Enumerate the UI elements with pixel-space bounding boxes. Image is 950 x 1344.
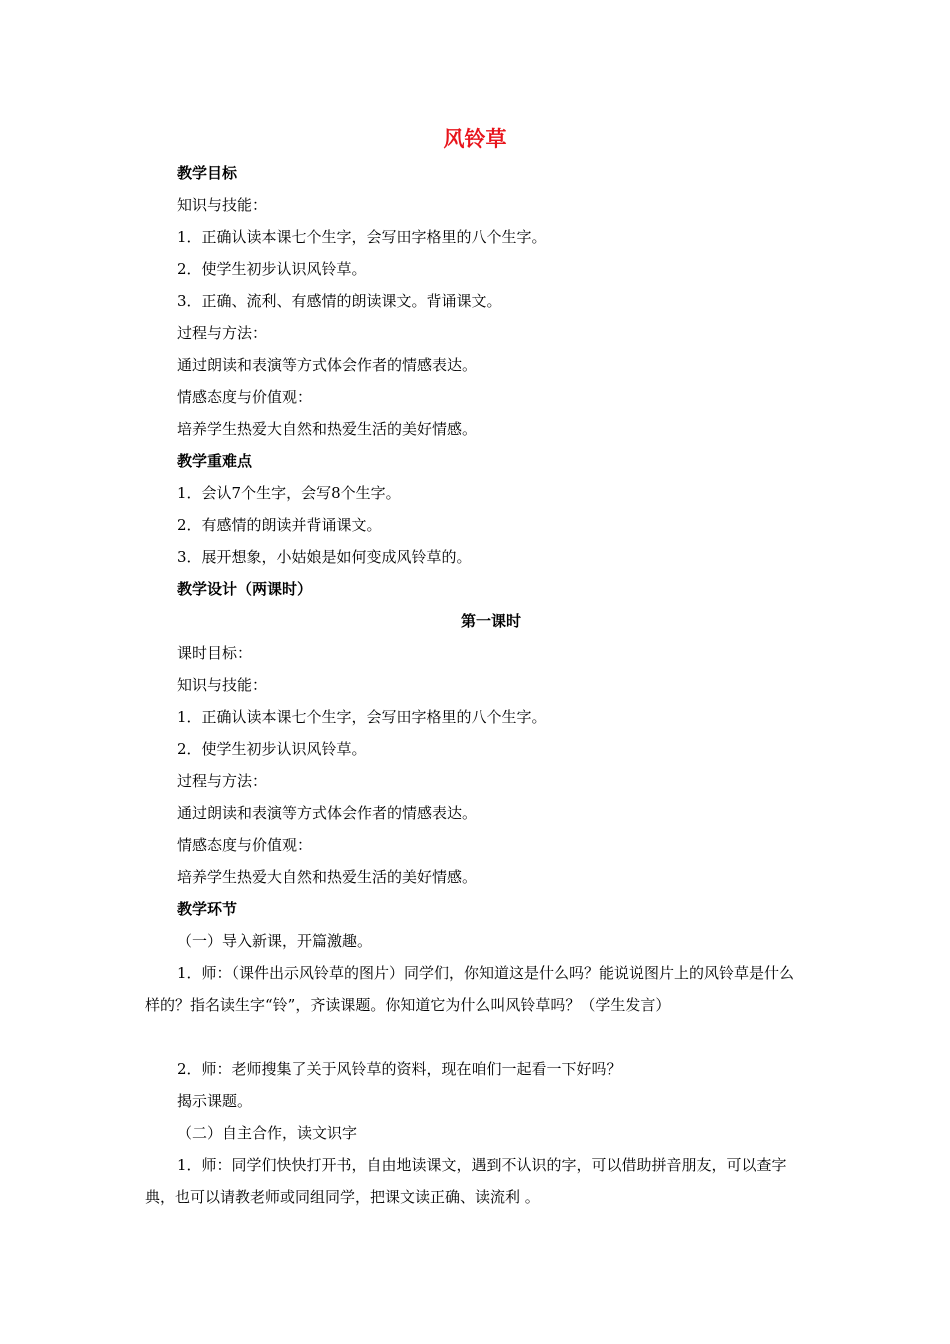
- heading-first-lesson: 第一课时: [460, 612, 521, 630]
- text-line: 1．正确认读本课七个生字，会写田字格里的八个生字。: [177, 708, 547, 726]
- text-line: 3．展开想象，小姑娘是如何变成风铃草的。: [177, 548, 472, 566]
- text-line: 3．正确、流利、有感情的朗读课文。背诵课文。: [177, 292, 502, 310]
- text-line: 1．会认7个生字，会写8个生字。: [177, 484, 401, 502]
- text-line: 课时目标：: [177, 644, 253, 662]
- text-line: 培养学生热爱大自然和热爱生活的美好情感。: [177, 420, 478, 438]
- heading-teaching-goals: 教学目标: [177, 164, 238, 182]
- text-line: 通过朗读和表演等方式体会作者的情感表达。: [177, 804, 478, 822]
- text-line: 情感态度与价值观：: [177, 388, 313, 406]
- heading-key-points: 教学重难点: [177, 452, 253, 470]
- text-line: （一）导入新课，开篇激趣。: [177, 932, 373, 950]
- paragraph: 2．师：老师搜集了关于风铃草的资料，现在咱们一起看一下好吗？: [177, 1060, 622, 1078]
- document-title: 风铃草: [443, 127, 507, 151]
- text-line: 2．使学生初步认识风铃草。: [177, 740, 367, 758]
- text-line: 通过朗读和表演等方式体会作者的情感表达。: [177, 356, 478, 374]
- paragraph: 1．师：同学们快快打开书，自由地读课文，遇到不认识的字，可以借助拼音朋友，可以查字典，也可以请教老师或同组同学，把课文读正确、读流利 。: [145, 1156, 787, 1206]
- heading-teaching-design: 教学设计（两课时）: [177, 580, 313, 598]
- paragraph: （二）自主合作，读文识字: [177, 1124, 358, 1142]
- heading-teaching-steps: 教学环节: [177, 900, 238, 918]
- text-line: 过程与方法：: [177, 324, 268, 342]
- text-line: 2．使学生初步认识风铃草。: [177, 260, 367, 278]
- paragraph: 揭示课题。: [177, 1092, 253, 1110]
- paragraph: 1．师：（课件出示风铃草的图片）同学们，你知道这是什么吗？能说说图片上的风铃草是什么样的？指名读生字“铃”，齐读课题。你知道它为什么叫风铃草吗？（学生发言）: [145, 964, 795, 1014]
- text-line: 培养学生热爱大自然和热爱生活的美好情感。: [177, 868, 478, 886]
- text-line: 2．有感情的朗读并背诵课文。: [177, 516, 382, 534]
- text-line: 知识与技能：: [177, 196, 268, 214]
- text-line: 过程与方法：: [177, 772, 268, 790]
- text-line: 知识与技能：: [177, 676, 268, 694]
- text-line: 1．正确认读本课七个生字，会写田字格里的八个生字。: [177, 228, 547, 246]
- text-line: 情感态度与价值观：: [177, 836, 313, 854]
